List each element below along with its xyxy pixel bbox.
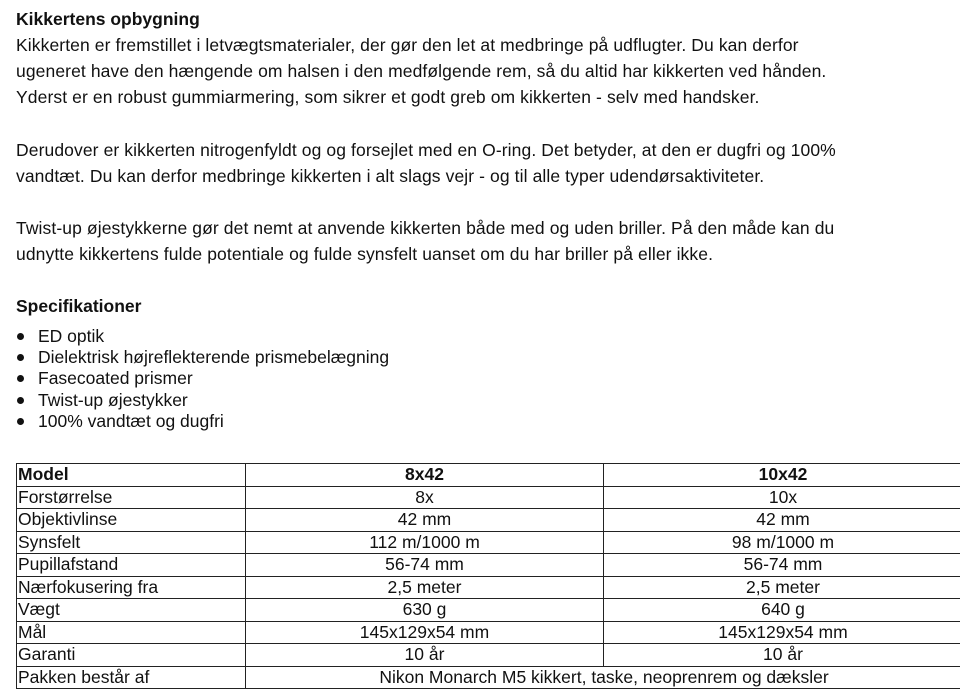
table-cell: 98 m/1000 m [604,531,960,554]
table-cell: Objektivlinse [17,509,246,532]
specifications-list [16,326,389,432]
list-item [16,390,389,411]
table-header-row [17,464,960,487]
table-cell: 42 mm [604,509,960,532]
paragraph-line: udnytte kikkertens fulde potentiale og fulde synsfelt uanset om du har briller på eller ikke. [16,241,952,267]
list-item-text: 100% vandtæt og dugfri [38,411,224,431]
paragraph-line: vandtæt. Du kan derfor medbringe kikkerten i alt slags vejr - og til alle typer udendørsaktiviteter. [16,163,952,189]
table-cell: 112 m/1000 m [246,531,604,554]
table-cell: 56-74 mm [246,554,604,577]
table-cell: 10 år [246,644,604,667]
table-row [17,509,960,532]
list-item [16,347,389,368]
table-cell: 640 g [604,599,960,622]
table-cell: Nærfokusering fra [17,576,246,599]
list-item-text: Fasecoated prismer [38,368,193,388]
list-item-text: ED optik [38,326,104,346]
table-row [17,599,960,622]
list-item-text: Dielektrisk højreflekterende prismebelægning [38,347,389,367]
paragraph-line: Derudover er kikkerten nitrogenfyldt og og forsejlet med en O-ring. Det betyder, at den er dugfri og 100% [16,137,952,163]
list-item [16,411,389,432]
table-row [17,644,960,667]
table-cell: Mål [17,621,246,644]
table-cell: 56-74 mm [604,554,960,577]
specifications-heading: Specifikationer [16,293,141,319]
list-item [16,326,389,347]
table-header-cell: 8x42 [246,464,604,487]
table-row [17,554,960,577]
table-cell: Forstørrelse [17,486,246,509]
table-cell: 10x [604,486,960,509]
paragraph-line: Yderst er en robust gummiarmering, som sikrer et godt greb om kikkerten - selv med handsker. [16,84,952,110]
table-cell: 42 mm [246,509,604,532]
construction-paragraph-3 [16,215,952,267]
paragraph-line: ugeneret have den hængende om halsen i den medfølgende rem, så du altid har kikkerten ved hånden. [16,58,952,84]
table-cell: 8x [246,486,604,509]
table-cell: Vægt [17,599,246,622]
list-item-text: Twist-up øjestykker [38,390,188,410]
bullet-icon [17,333,24,340]
paragraph-line: Twist-up øjestykkerne gør det nemt at anvende kikkerten både med og uden briller. På den måde kan du [16,215,952,241]
table-cell: Pupillafstand [17,554,246,577]
table-header-cell: Model [17,464,246,487]
table-cell: Garanti [17,644,246,667]
bullet-icon [17,418,24,425]
table-cell: 145x129x54 mm [246,621,604,644]
table-cell: 10 år [604,644,960,667]
construction-paragraph-1 [16,32,952,110]
list-item [16,368,389,389]
table-cell: 630 g [246,599,604,622]
bullet-icon [17,354,24,361]
table-cell: 2,5 meter [604,576,960,599]
table-cell: Pakken består af [17,666,246,689]
table-cell: 2,5 meter [246,576,604,599]
table-row [17,576,960,599]
construction-heading: Kikkertens opbygning [16,6,200,32]
table-cell: 145x129x54 mm [604,621,960,644]
bullet-icon [17,375,24,382]
construction-paragraph-2 [16,137,952,189]
table-row [17,486,960,509]
table-cell: Synsfelt [17,531,246,554]
table-header-cell: 10x42 [604,464,960,487]
table-row [17,621,960,644]
spec-table [16,463,960,689]
bullet-icon [17,397,24,404]
table-cell: Nikon Monarch M5 kikkert, taske, neoprenrem og dæksler [246,666,960,689]
paragraph-line: Kikkerten er fremstillet i letvægtsmaterialer, der gør den let at medbringe på udflugter. Du kan derfor [16,32,952,58]
table-footer-row [17,666,960,689]
table-row [17,531,960,554]
